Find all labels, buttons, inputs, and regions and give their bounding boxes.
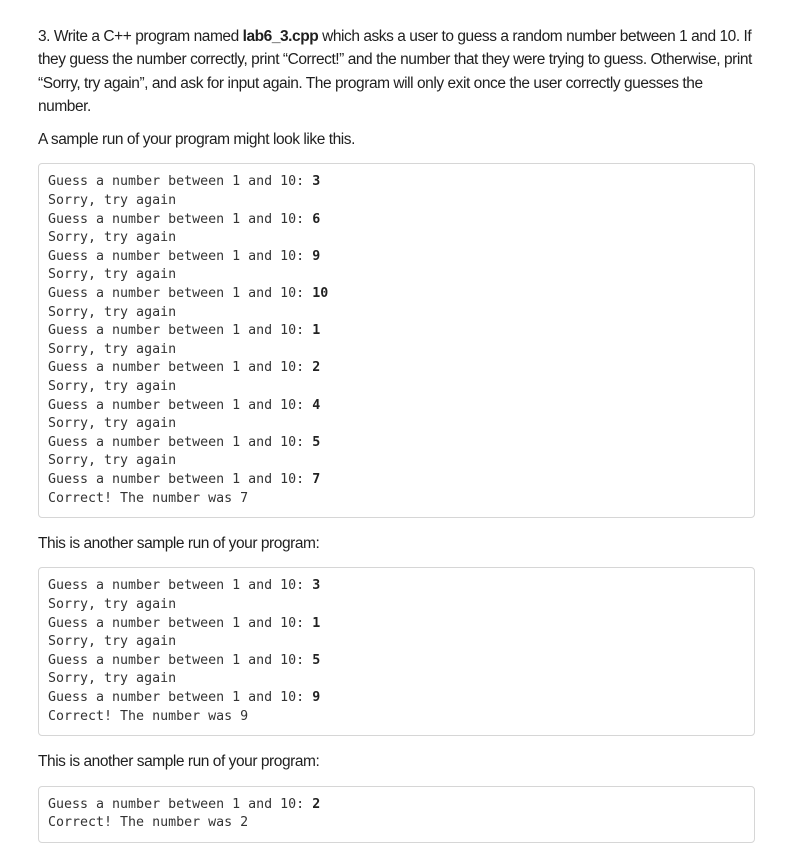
sample-run-code-block [38, 786, 755, 843]
console-output-text: Sorry, try again [48, 230, 177, 246]
console-output-line [48, 397, 745, 416]
user-input-value: 3 [312, 578, 321, 594]
console-output-text: Guess a number between 1 and 10: [48, 471, 313, 487]
console-output-text: Guess a number between 1 and 10: [48, 211, 313, 227]
console-output-line [48, 434, 745, 453]
console-output-text: Sorry, try again [48, 453, 177, 469]
user-input-value: 9 [312, 690, 321, 706]
sample-run-code-block [38, 567, 755, 736]
sample-run-label: This is another sample run of your program: [38, 753, 320, 771]
console-output-text: Sorry, try again [48, 379, 177, 395]
user-input-value: 3 [312, 174, 321, 190]
user-input-value: 9 [312, 248, 321, 264]
console-output-line [48, 304, 745, 323]
question-text [38, 25, 755, 118]
console-output-line [48, 322, 745, 341]
console-output-text: Correct! The number was 2 [48, 815, 249, 831]
console-output-text: Guess a number between 1 and 10: [48, 615, 313, 631]
console-output-line [48, 490, 745, 509]
assignment-content [38, 25, 755, 857]
console-output-line [48, 192, 745, 211]
console-output-line [48, 378, 745, 397]
console-output-text: Guess a number between 1 and 10: [48, 690, 313, 706]
console-output-text: Guess a number between 1 and 10: [48, 796, 313, 812]
console-output-text: Sorry, try again [48, 193, 177, 209]
console-output-line [48, 359, 745, 378]
console-output-line [48, 285, 745, 304]
question-text-part1: 3. Write a C++ program named [38, 28, 243, 45]
console-output-line [48, 173, 745, 192]
console-output-line [48, 415, 745, 434]
console-output-text: Guess a number between 1 and 10: [48, 578, 313, 594]
console-output-text: Guess a number between 1 and 10: [48, 286, 313, 302]
console-output-line [48, 615, 745, 634]
console-output-line [48, 652, 745, 671]
user-input-value: 1 [312, 615, 321, 631]
sample-run-label: This is another sample run of your program: [38, 535, 320, 553]
console-output-text: Guess a number between 1 and 10: [48, 652, 313, 668]
console-output-line [48, 689, 745, 708]
user-input-value: 5 [312, 434, 321, 450]
console-output-line [48, 577, 745, 596]
user-input-value: 10 [312, 286, 329, 302]
console-output-line [48, 796, 745, 815]
user-input-value: 6 [312, 211, 321, 227]
console-output-text: Sorry, try again [48, 634, 177, 650]
console-output-text: Guess a number between 1 and 10: [48, 360, 313, 376]
console-output-line [48, 341, 745, 360]
program-filename: lab6_3.cpp [242, 28, 319, 45]
console-output-text: Sorry, try again [48, 597, 177, 613]
console-output-text: Correct! The number was 7 [48, 490, 249, 506]
user-input-value: 7 [312, 471, 321, 487]
console-output-text: Sorry, try again [48, 267, 177, 283]
console-output-text: Guess a number between 1 and 10: [48, 248, 313, 264]
sample-run-label: A sample run of your program might look like this. [38, 131, 355, 149]
console-output-text: Guess a number between 1 and 10: [48, 174, 313, 190]
user-input-value: 2 [312, 360, 321, 376]
console-output-text: Guess a number between 1 and 10: [48, 323, 313, 339]
console-output-text: Guess a number between 1 and 10: [48, 397, 313, 413]
console-output-text: Sorry, try again [48, 671, 177, 687]
console-output-text: Correct! The number was 9 [48, 708, 249, 724]
sample-run-code-block [38, 163, 755, 518]
console-output-line [48, 814, 745, 833]
console-output-line [48, 708, 745, 727]
console-output-line [48, 229, 745, 248]
console-output-line [48, 471, 745, 490]
console-output-line [48, 670, 745, 689]
console-output-text: Guess a number between 1 and 10: [48, 434, 313, 450]
console-output-line [48, 452, 745, 471]
console-output-line [48, 211, 745, 230]
console-output-line [48, 248, 745, 267]
console-output-line [48, 266, 745, 285]
console-output-line [48, 633, 745, 652]
console-output-text: Sorry, try again [48, 341, 177, 357]
console-output-text: Sorry, try again [48, 304, 177, 320]
console-output-text: Sorry, try again [48, 416, 177, 432]
question-text-part2: which asks a user to guess a random number between 1 and 10. If they guess the number correctly, print “Correct!” and the number that they were trying to guess. Otherwise, print “Sorry, try again”, and ask for input again. The program will only exit once the user correctly guesses the number. [38, 28, 752, 115]
console-output-line [48, 596, 745, 615]
user-input-value: 2 [312, 796, 321, 812]
sample-runs [38, 128, 755, 843]
user-input-value: 4 [312, 397, 321, 413]
user-input-value: 1 [312, 323, 321, 339]
user-input-value: 5 [312, 652, 321, 668]
